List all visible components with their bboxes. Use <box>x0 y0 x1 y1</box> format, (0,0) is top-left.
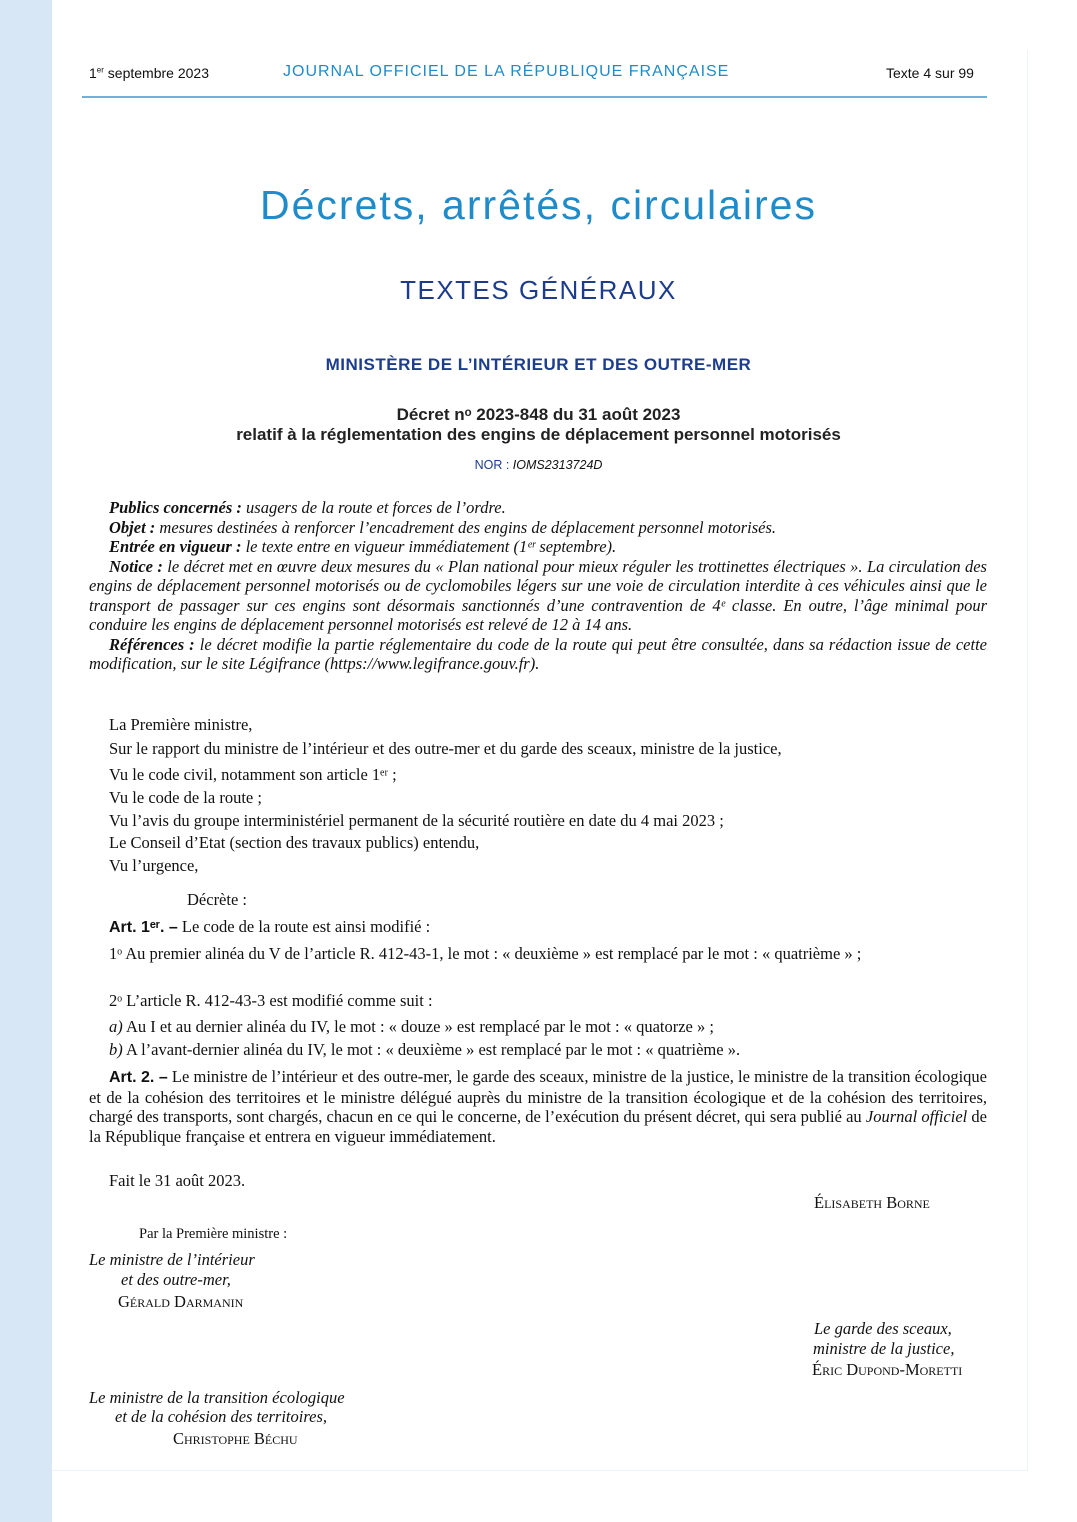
summary-objet: Objet : mesures destinées à renforcer l’encadrement des engins de déplacement personnel motorisés. <box>109 517 777 537</box>
summary-publics: Publics concernés : usagers de la route et forces de l’ordre. <box>109 498 506 517</box>
article-1-item-1: 1ᵒ Au premier alinéa du V de l’article R. 412-43-1, le mot : « deuxième » est remplacé par le mot : « quatrième » ; <box>109 944 862 963</box>
decrete-line: Décrète : <box>187 890 247 909</box>
page-title: Décrets, arrêtés, circulaires <box>260 182 817 228</box>
article-1-intro: Art. 1ᵉʳ. – Le code de la route est ainsi modifié : <box>109 917 431 936</box>
signature-pm: Élisabeth Borne <box>814 1193 930 1212</box>
article-2: Art. 2. – Le ministre de l’intérieur et des outre-mer, le garde des sceaux, ministre de la justice, le ministre de la transition écologique et de la cohésion des territoires et le ministre délégué auprès du ministre de la transition écologique et de la cohésion des territoires, chargé des transports, sont chargés, chacun en ce qui le concerne, de l’exécution du présent décret, qui sera publié au Journal officiel de la République française et entrera en vigueur immédiatement. <box>89 1067 988 1146</box>
preamble-line: Le Conseil d’Etat (section des travaux publics) entendu, <box>109 833 480 852</box>
preamble-line: La Première ministre, <box>109 715 253 734</box>
preamble-line: Vu l’avis du groupe interministériel permanent de la sécurité routière en date du 4 mai 2023 ; <box>109 811 724 830</box>
summary-notice: Notice : le décret met en œuvre deux mesures du « Plan national pour mieux réguler les trottinettes électriques ». La circulation des engins de déplacement personnel motorisés ou de cyclomobiles légers sur une voie de circulation interdite à ces véhicules ainsi que le transport de passager sur ces engins sont désormais sanctionnés d’une contravention de 4ᵉ classe. En outre, l’âge minimal pour conduire les engins de déplacement personnel motorisés est relevé de 12 à 14 ans. <box>89 556 987 634</box>
decree-summary <box>89 498 987 674</box>
signature-transition-title-1: Le ministre de la transition écologique <box>89 1388 345 1407</box>
nor-reference: NOR : IOMS2313724D <box>474 458 603 472</box>
article-1-item-2b: b) A l’avant-dernier alinéa du IV, le mot : « deuxième » est remplacé par le mot : « quatrième ». <box>109 1040 741 1059</box>
signature-interieur-title-1: Le ministre de l’intérieur <box>89 1250 255 1269</box>
signature-par: Par la Première ministre : <box>139 1226 288 1242</box>
summary-references: Références : le décret modifie la partie réglementaire du code de la route qui peut être consultée, dans sa rédaction issue de cette modification, sur le site Légifrance (https://www.legifrance.gouv.fr). <box>89 634 987 673</box>
section-title: TEXTES GÉNÉRAUX <box>400 275 677 305</box>
ministry-heading: MINISTÈRE DE L’INTÉRIEUR ET DES OUTRE-MER <box>325 355 752 374</box>
fait-line: Fait le 31 août 2023. <box>109 1171 246 1190</box>
decree-title-line2: relatif à la réglementation des engins de déplacement personnel motorisés <box>236 425 841 444</box>
preamble-line: Sur le rapport du ministre de l’intérieur et des outre-mer et du garde des sceaux, ministre de la justice, <box>109 739 782 758</box>
summary-entree: Entrée en vigueur : le texte entre en vigueur immédiatement (1ᵉʳ septembre). <box>109 537 617 556</box>
signature-justice-title-1: Le garde des sceaux, <box>814 1319 952 1338</box>
signature-interieur-title-2: et des outre-mer, <box>121 1270 231 1289</box>
article-1-item-2a: a) Au I et au dernier alinéa du IV, le mot : « douze » est remplacé par le mot : « quatorze » ; <box>109 1017 714 1036</box>
text-count: Texte 4 sur 99 <box>886 65 974 81</box>
signature-justice-title-2: ministre de la justice, <box>813 1339 955 1358</box>
signature-interieur-name: Gérald Darmanin <box>118 1292 244 1311</box>
decree-title-line1: Décret nᵒ 2023-848 du 31 août 2023 <box>396 405 681 424</box>
preamble-line: Vu le code de la route ; <box>109 788 262 807</box>
decree-title <box>0 405 1077 445</box>
signature-transition-name: Christophe Béchu <box>173 1429 298 1448</box>
preamble-line: Vu l’urgence, <box>109 856 199 875</box>
preamble-line: Vu le code civil, notamment son article 1ᵉʳ ; <box>109 765 397 784</box>
signature-justice-name: Éric Dupond-Moretti <box>812 1360 963 1379</box>
signature-transition-title-2: et de la cohésion des territoires, <box>115 1407 328 1426</box>
header-rule <box>82 96 987 98</box>
header-date: 1er septembre 2023 <box>89 65 209 81</box>
journal-title: JOURNAL OFFICIEL DE LA RÉPUBLIQUE FRANÇAISE <box>283 63 730 80</box>
article-1-item-2: 2ᵒ L’article R. 412-43-3 est modifié comme suit : <box>109 991 433 1010</box>
